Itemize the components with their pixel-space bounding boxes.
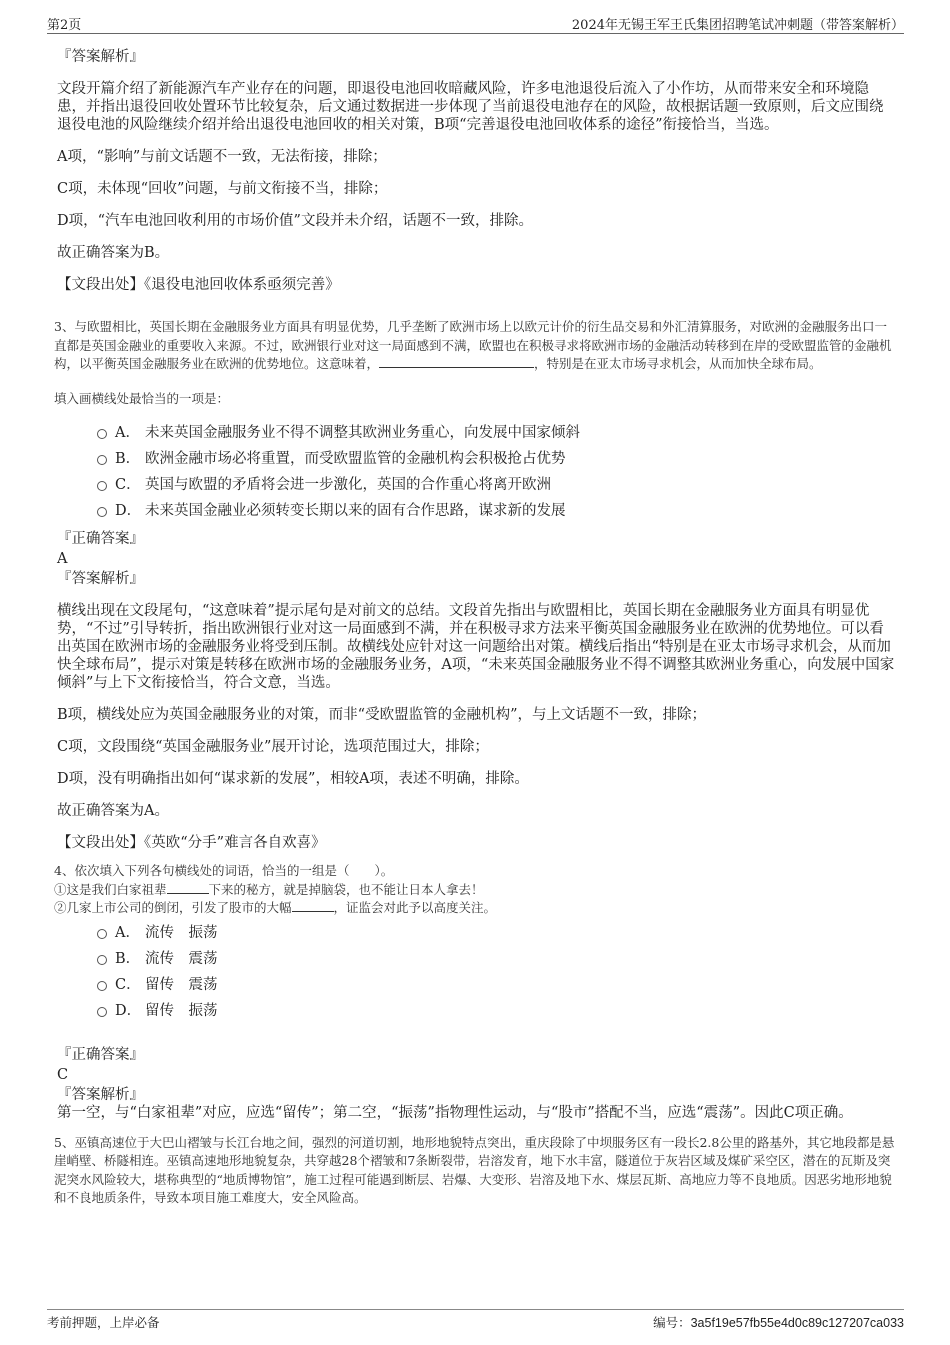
q4-sentence-1: ①这是我们白家祖辈 下来的秘方，就是掉脑袋，也不能让日本人拿去！ [54,881,484,897]
q2-analysis-label: 『答案解析』 [57,49,144,65]
q4-analysis-label: 『答案解析』 [57,1086,144,1103]
q3-analysis-label: 『答案解析』 [57,571,144,587]
q4-blank-1 [167,881,209,894]
radio-button[interactable] [97,507,107,517]
q4-option-a[interactable]: A． 流传 振荡 [57,920,897,946]
radio-button[interactable] [97,981,107,991]
q3-stem-after: ，特别是在亚太市场寻求机会，从而加快全球布局。 [534,356,822,371]
q3-analysis-para: 横线出现在文段尾句，“这意味着”提示尾句是对前文的总结。文段首先指出与欧盟相比，英国长期在金融服务业方面具有明显优势，“不过”引导转折，指出欧洲银行业对这一局面感到不满，并在积极寻求方法来平衡英国金融服务业在欧洲的优势地位。可以看出英国在欧洲市场的金融服务业将受到压制。故横线处应针对这一问题给出对策。横线后指出“特别是在亚太市场寻求机会，从而加快全球布局”，提示对策是转移在欧洲市场的金融服务业务，A项，“未来英国金融服务业不得不调整其欧洲业务重心，向发展中国家倾斜”与上下文衔接恰当，符合文意，当选。 [57,603,895,691]
document-title: 2024年无锡王军王氏集团招聘笔试冲刺题（带答案解析） [571,18,904,33]
q3-option-b-analysis: B项，横线处应为英国金融服务业的对策，而非“受欧盟监管的金融机构”，与上文话题不一致，排除； [57,707,706,723]
q3-answer: A [57,551,68,567]
document-code: 编号：3a5f19e57fb55e4d0c89c127207ca033 [653,1315,904,1330]
q3-option-d[interactable]: D． 未来英国金融业必须转变长期以来的固有合作思路，谋求新的发展 [57,498,897,524]
radio-button[interactable] [97,1007,107,1017]
page-footer [0,1305,950,1345]
q2-option-c-analysis: C项，未体现“回收”问题，与前文衔接不当，排除； [57,181,388,197]
q5-stem: 5、巫镇高速位于大巴山褶皱与长江台地之间，强烈的河道切割，地形地貌特点突出，重庆段除了中坝服务区有一段长2.8公里的路基外，其它地段都是悬崖峭壁、桥隧相连。巫镇高速地形地貌复杂，共穿越28个褶皱和7条断裂带，岩溶发育，地下水丰富，隧道位于灰岩区域及煤矿采空区，潜在的瓦斯及突泥突水风险较大，堪称典型的“地质博物馆”，施工过程可能遇到断层、岩爆、大变形、岩溶及地下水、煤层瓦斯、高地应力等不良地质。因恶劣地形地貌和不良地质条件，导致本项目施工难度大，安全风险高。 [54,1134,895,1205]
q4-option-b[interactable]: B． 流传 震荡 [57,946,897,972]
q3-blank [379,355,534,368]
q4-analysis: 第一空，与“白家祖辈”对应，应选“留传”；第二空，“振荡”指物理性运动，与“股市”搭配不当，应选“震荡”。因此C项正确。 [57,1104,853,1121]
q4-sentence-2: ②几家上市公司的倒闭，引发了股市的大幅 ，证监会对此予以高度关注。 [54,900,497,915]
q4-answer: C [57,1066,69,1083]
q3-option-d-analysis: D项，没有明确指出如何“谋求新的发展”，相较A项，表述不明确，排除。 [57,771,529,787]
q3-option-c-analysis: C项，文段围绕“英国金融服务业”展开讨论，选项范围过大，排除； [57,739,489,755]
q3-answer-label: 『正确答案』 [57,531,144,547]
q4-options [57,920,897,1024]
q2-option-a-analysis: A项，“影响”与前文话题不一致，无法衔接，排除； [57,149,387,165]
q4-answer-label: 『正确答案』 [57,1046,144,1063]
page-header [0,0,950,36]
q3-source: 【文段出处】《英欧“分手”难言各自欢喜》 [57,835,326,851]
q2-conclusion: 故正确答案为B。 [57,245,170,261]
q3-conclusion: 故正确答案为A。 [57,803,169,819]
q3-options [57,420,897,524]
radio-button[interactable] [97,429,107,439]
q3-stem [54,318,897,374]
q4-option-c[interactable]: C． 留传 震荡 [57,972,897,998]
radio-button[interactable] [97,929,107,939]
header-divider [47,33,904,34]
main-content [54,44,897,1208]
page-number: 第2页 [47,18,82,33]
radio-button[interactable] [97,455,107,465]
q4-blank-2 [292,899,334,912]
q3-stem-before: 3、与欧盟相比，英国长期在金融服务业方面具有明显优势，几乎垄断了欧洲市场上以欧元计价的衍生品交易和外汇清算服务，对欧洲的金融服务出口一直都是英国金融业的重要收入来源。不过，欧洲银行业对这一局面感到不满，欧盟也在积极寻求将欧洲市场的金融活动转移到在岸的受欧盟监管的金融机构，以平衡英国金融服务业在欧洲的优势地位。这意味着， [54,319,892,371]
q2-analysis-para: 文段开篇介绍了新能源汽车产业存在的问题，即退役电池回收暗藏风险，许多电池退役后流入了小作坊，从而带来安全和环境隐患，并指出退役回收处置环节比较复杂，后文通过数据进一步体现了当前退役电池存在的风险，故根据话题一致原则，后文应围绕退役电池的风险继续介绍并给出退役电池回收的相关对策，B项“完善退役电池回收体系的途径”衔接恰当，当选。 [57,81,884,133]
q3-option-a[interactable]: A． 未来英国金融服务业不得不调整其欧洲业务重心，向发展中国家倾斜 [57,420,897,446]
q2-option-d-analysis: D项，“汽车电池回收利用的市场价值”文段并未介绍，话题不一致，排除。 [57,213,533,229]
q4-stem: 4、依次填入下列各句横线处的词语，恰当的一组是（ ）。 [54,863,394,878]
q2-source: 【文段出处】《退役电池回收体系亟须完善》 [57,277,340,293]
radio-button[interactable] [97,955,107,965]
q3-option-b[interactable]: B． 欧洲金融市场必将重置，而受欧盟监管的金融机构会积极抢占优势 [57,446,897,472]
radio-button[interactable] [97,481,107,491]
footer-divider [47,1309,904,1310]
q3-option-c[interactable]: C． 英国与欧盟的矛盾将会进一步激化，英国的合作重心将离开欧洲 [57,472,897,498]
q4-option-d[interactable]: D． 留传 振荡 [57,998,897,1024]
footer-slogan: 考前押题，上岸必备 [47,1315,160,1330]
q3-instruction: 填入画横线处最恰当的一项是： [54,390,230,406]
